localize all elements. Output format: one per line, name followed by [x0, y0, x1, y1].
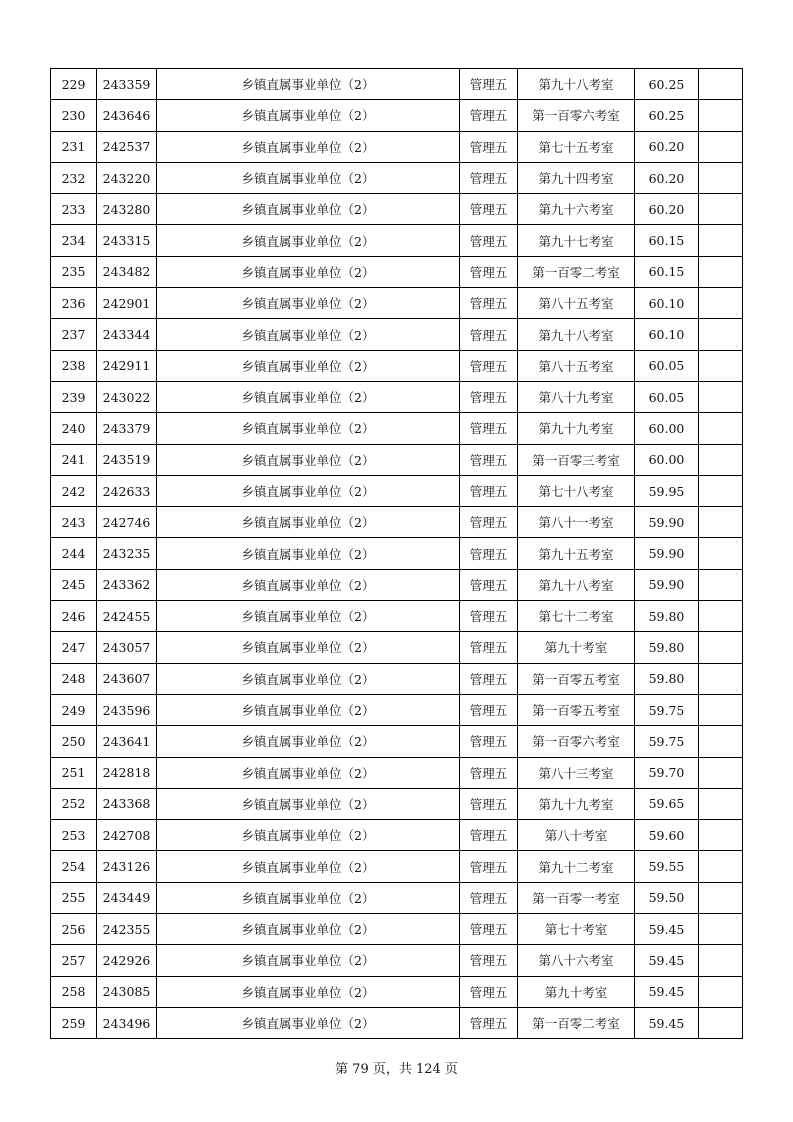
post-cell: 管理五	[460, 851, 518, 882]
note-cell	[699, 601, 743, 632]
note-cell	[699, 288, 743, 319]
exam-id-cell: 243379	[97, 413, 157, 444]
rank-cell: 250	[51, 726, 97, 757]
rank-cell: 239	[51, 381, 97, 412]
score-cell: 59.80	[635, 632, 699, 663]
score-cell: 59.70	[635, 757, 699, 788]
note-cell	[699, 225, 743, 256]
exam-room-cell: 第一百零五考室	[518, 663, 635, 694]
note-cell	[699, 350, 743, 381]
rank-cell: 246	[51, 601, 97, 632]
score-cell: 59.45	[635, 976, 699, 1007]
rank-cell: 233	[51, 194, 97, 225]
table-row	[51, 538, 743, 569]
rank-cell: 229	[51, 69, 97, 100]
post-cell: 管理五	[460, 694, 518, 725]
exam-room-cell: 第九十二考室	[518, 851, 635, 882]
post-cell: 管理五	[460, 288, 518, 319]
table-row	[51, 381, 743, 412]
post-cell: 管理五	[460, 256, 518, 287]
exam-id-cell: 242901	[97, 288, 157, 319]
post-cell: 管理五	[460, 601, 518, 632]
rank-cell: 243	[51, 507, 97, 538]
note-cell	[699, 694, 743, 725]
score-cell: 59.90	[635, 569, 699, 600]
score-cell: 60.00	[635, 444, 699, 475]
note-cell	[699, 100, 743, 131]
exam-id-cell: 242455	[97, 601, 157, 632]
note-cell	[699, 507, 743, 538]
post-cell: 管理五	[460, 413, 518, 444]
exam-id-cell: 243022	[97, 381, 157, 412]
table-row	[51, 976, 743, 1007]
unit-cell: 乡镇直属事业单位（2）	[157, 976, 460, 1007]
exam-id-cell: 242926	[97, 945, 157, 976]
exam-room-cell: 第一百零三考室	[518, 444, 635, 475]
exam-room-cell: 第九十七考室	[518, 225, 635, 256]
rank-cell: 254	[51, 851, 97, 882]
score-cell: 59.55	[635, 851, 699, 882]
table-row	[51, 225, 743, 256]
note-cell	[699, 726, 743, 757]
note-cell	[699, 632, 743, 663]
exam-id-cell: 242708	[97, 820, 157, 851]
note-cell	[699, 882, 743, 913]
page-number: 第 79 页，共 124 页	[335, 1062, 458, 1077]
post-cell: 管理五	[460, 225, 518, 256]
unit-cell: 乡镇直属事业单位（2）	[157, 569, 460, 600]
rank-cell: 236	[51, 288, 97, 319]
exam-room-cell: 第八十一考室	[518, 507, 635, 538]
rank-cell: 255	[51, 882, 97, 913]
exam-id-cell: 243057	[97, 632, 157, 663]
score-cell: 59.45	[635, 1007, 699, 1038]
note-cell	[699, 538, 743, 569]
table-row	[51, 757, 743, 788]
score-cell: 59.80	[635, 601, 699, 632]
exam-id-cell: 243359	[97, 69, 157, 100]
rank-cell: 241	[51, 444, 97, 475]
rank-cell: 256	[51, 914, 97, 945]
rank-cell: 257	[51, 945, 97, 976]
note-cell	[699, 569, 743, 600]
score-cell: 60.25	[635, 100, 699, 131]
post-cell: 管理五	[460, 882, 518, 913]
table-row	[51, 1007, 743, 1038]
unit-cell: 乡镇直属事业单位（2）	[157, 663, 460, 694]
unit-cell: 乡镇直属事业单位（2）	[157, 350, 460, 381]
exam-room-cell: 第七十二考室	[518, 601, 635, 632]
unit-cell: 乡镇直属事业单位（2）	[157, 507, 460, 538]
post-cell: 管理五	[460, 538, 518, 569]
unit-cell: 乡镇直属事业单位（2）	[157, 256, 460, 287]
score-cell: 60.20	[635, 194, 699, 225]
rank-cell: 237	[51, 319, 97, 350]
exam-id-cell: 243607	[97, 663, 157, 694]
exam-id-cell: 243519	[97, 444, 157, 475]
post-cell: 管理五	[460, 1007, 518, 1038]
table-row	[51, 319, 743, 350]
post-cell: 管理五	[460, 162, 518, 193]
exam-room-cell: 第九十考室	[518, 976, 635, 1007]
exam-room-cell: 第七十八考室	[518, 475, 635, 506]
exam-id-cell: 242746	[97, 507, 157, 538]
post-cell: 管理五	[460, 914, 518, 945]
rank-cell: 258	[51, 976, 97, 1007]
exam-id-cell: 243220	[97, 162, 157, 193]
post-cell: 管理五	[460, 507, 518, 538]
rank-cell: 249	[51, 694, 97, 725]
post-cell: 管理五	[460, 194, 518, 225]
score-cell: 59.50	[635, 882, 699, 913]
exam-id-cell: 243362	[97, 569, 157, 600]
table-row	[51, 851, 743, 882]
exam-room-cell: 第九十八考室	[518, 319, 635, 350]
table-row	[51, 601, 743, 632]
exam-id-cell: 243280	[97, 194, 157, 225]
exam-room-cell: 第八十考室	[518, 820, 635, 851]
score-cell: 59.80	[635, 663, 699, 694]
exam-room-cell: 第九十五考室	[518, 538, 635, 569]
unit-cell: 乡镇直属事业单位（2）	[157, 538, 460, 569]
exam-room-cell: 第一百零二考室	[518, 1007, 635, 1038]
unit-cell: 乡镇直属事业单位（2）	[157, 131, 460, 162]
exam-id-cell: 243596	[97, 694, 157, 725]
table-row	[51, 288, 743, 319]
score-cell: 60.10	[635, 319, 699, 350]
score-cell: 60.25	[635, 69, 699, 100]
table-row	[51, 914, 743, 945]
post-cell: 管理五	[460, 757, 518, 788]
exam-room-cell: 第七十五考室	[518, 131, 635, 162]
unit-cell: 乡镇直属事业单位（2）	[157, 694, 460, 725]
post-cell: 管理五	[460, 69, 518, 100]
rank-cell: 251	[51, 757, 97, 788]
post-cell: 管理五	[460, 381, 518, 412]
unit-cell: 乡镇直属事业单位（2）	[157, 820, 460, 851]
score-cell: 60.05	[635, 381, 699, 412]
rank-cell: 235	[51, 256, 97, 287]
exam-room-cell: 第九十九考室	[518, 413, 635, 444]
note-cell	[699, 194, 743, 225]
note-cell	[699, 444, 743, 475]
rank-cell: 244	[51, 538, 97, 569]
table-row	[51, 194, 743, 225]
exam-room-cell: 第八十九考室	[518, 381, 635, 412]
rank-cell: 234	[51, 225, 97, 256]
unit-cell: 乡镇直属事业单位（2）	[157, 413, 460, 444]
note-cell	[699, 976, 743, 1007]
table-row	[51, 100, 743, 131]
exam-id-cell: 242818	[97, 757, 157, 788]
rank-cell: 253	[51, 820, 97, 851]
rank-cell: 242	[51, 475, 97, 506]
exam-id-cell: 242911	[97, 350, 157, 381]
unit-cell: 乡镇直属事业单位（2）	[157, 632, 460, 663]
score-cell: 59.65	[635, 788, 699, 819]
unit-cell: 乡镇直属事业单位（2）	[157, 319, 460, 350]
post-cell: 管理五	[460, 475, 518, 506]
unit-cell: 乡镇直属事业单位（2）	[157, 882, 460, 913]
rank-cell: 247	[51, 632, 97, 663]
exam-room-cell: 第一百零六考室	[518, 726, 635, 757]
note-cell	[699, 69, 743, 100]
exam-room-cell: 第九十八考室	[518, 69, 635, 100]
exam-room-cell: 第九十四考室	[518, 162, 635, 193]
rank-cell: 231	[51, 131, 97, 162]
table-row	[51, 162, 743, 193]
exam-id-cell: 243482	[97, 256, 157, 287]
exam-id-cell: 242355	[97, 914, 157, 945]
exam-id-cell: 243449	[97, 882, 157, 913]
post-cell: 管理五	[460, 976, 518, 1007]
exam-room-cell: 第九十考室	[518, 632, 635, 663]
unit-cell: 乡镇直属事业单位（2）	[157, 100, 460, 131]
note-cell	[699, 914, 743, 945]
rank-cell: 238	[51, 350, 97, 381]
post-cell: 管理五	[460, 131, 518, 162]
post-cell: 管理五	[460, 788, 518, 819]
rank-cell: 232	[51, 162, 97, 193]
note-cell	[699, 1007, 743, 1038]
score-cell: 59.45	[635, 914, 699, 945]
unit-cell: 乡镇直属事业单位（2）	[157, 288, 460, 319]
unit-cell: 乡镇直属事业单位（2）	[157, 726, 460, 757]
table-row	[51, 569, 743, 600]
post-cell: 管理五	[460, 100, 518, 131]
unit-cell: 乡镇直属事业单位（2）	[157, 914, 460, 945]
table-row	[51, 350, 743, 381]
table-row	[51, 131, 743, 162]
exam-id-cell: 243126	[97, 851, 157, 882]
note-cell	[699, 820, 743, 851]
rank-cell: 252	[51, 788, 97, 819]
exam-id-cell: 243641	[97, 726, 157, 757]
post-cell: 管理五	[460, 820, 518, 851]
table-row	[51, 475, 743, 506]
exam-id-cell: 243496	[97, 1007, 157, 1038]
table-row	[51, 256, 743, 287]
score-cell: 60.05	[635, 350, 699, 381]
exam-id-cell: 243085	[97, 976, 157, 1007]
unit-cell: 乡镇直属事业单位（2）	[157, 945, 460, 976]
score-cell: 59.75	[635, 726, 699, 757]
note-cell	[699, 319, 743, 350]
note-cell	[699, 663, 743, 694]
exam-id-cell: 242537	[97, 131, 157, 162]
rank-cell: 248	[51, 663, 97, 694]
score-cell: 59.45	[635, 945, 699, 976]
unit-cell: 乡镇直属事业单位（2）	[157, 162, 460, 193]
note-cell	[699, 162, 743, 193]
exam-room-cell: 第九十八考室	[518, 569, 635, 600]
unit-cell: 乡镇直属事业单位（2）	[157, 757, 460, 788]
unit-cell: 乡镇直属事业单位（2）	[157, 601, 460, 632]
table-row	[51, 945, 743, 976]
exam-room-cell: 第八十三考室	[518, 757, 635, 788]
unit-cell: 乡镇直属事业单位（2）	[157, 788, 460, 819]
table-row	[51, 444, 743, 475]
exam-room-cell: 第八十五考室	[518, 288, 635, 319]
score-cell: 60.20	[635, 162, 699, 193]
score-cell: 60.15	[635, 256, 699, 287]
post-cell: 管理五	[460, 350, 518, 381]
rank-cell: 245	[51, 569, 97, 600]
exam-room-cell: 第八十六考室	[518, 945, 635, 976]
note-cell	[699, 851, 743, 882]
post-cell: 管理五	[460, 632, 518, 663]
score-cell: 59.75	[635, 694, 699, 725]
exam-room-cell: 第一百零一考室	[518, 882, 635, 913]
exam-room-cell: 第一百零六考室	[518, 100, 635, 131]
note-cell	[699, 413, 743, 444]
exam-room-cell: 第九十六考室	[518, 194, 635, 225]
post-cell: 管理五	[460, 319, 518, 350]
table-row	[51, 413, 743, 444]
table-row	[51, 663, 743, 694]
table-row	[51, 882, 743, 913]
post-cell: 管理五	[460, 569, 518, 600]
rank-cell: 240	[51, 413, 97, 444]
exam-id-cell: 242633	[97, 475, 157, 506]
note-cell	[699, 945, 743, 976]
post-cell: 管理五	[460, 444, 518, 475]
unit-cell: 乡镇直属事业单位（2）	[157, 444, 460, 475]
results-table	[50, 68, 743, 1039]
post-cell: 管理五	[460, 726, 518, 757]
exam-id-cell: 243344	[97, 319, 157, 350]
unit-cell: 乡镇直属事业单位（2）	[157, 69, 460, 100]
note-cell	[699, 788, 743, 819]
rank-cell: 230	[51, 100, 97, 131]
exam-id-cell: 243315	[97, 225, 157, 256]
note-cell	[699, 475, 743, 506]
score-cell: 60.20	[635, 131, 699, 162]
exam-id-cell: 243235	[97, 538, 157, 569]
score-cell: 60.15	[635, 225, 699, 256]
table-row	[51, 507, 743, 538]
note-cell	[699, 256, 743, 287]
score-cell: 59.90	[635, 507, 699, 538]
exam-room-cell: 第一百零五考室	[518, 694, 635, 725]
note-cell	[699, 131, 743, 162]
table-row	[51, 820, 743, 851]
exam-room-cell: 第一百零二考室	[518, 256, 635, 287]
unit-cell: 乡镇直属事业单位（2）	[157, 851, 460, 882]
table-row	[51, 726, 743, 757]
exam-room-cell: 第八十五考室	[518, 350, 635, 381]
score-cell: 59.95	[635, 475, 699, 506]
note-cell	[699, 757, 743, 788]
unit-cell: 乡镇直属事业单位（2）	[157, 1007, 460, 1038]
unit-cell: 乡镇直属事业单位（2）	[157, 475, 460, 506]
note-cell	[699, 381, 743, 412]
post-cell: 管理五	[460, 945, 518, 976]
exam-id-cell: 243646	[97, 100, 157, 131]
table-row	[51, 69, 743, 100]
score-cell: 60.10	[635, 288, 699, 319]
exam-id-cell: 243368	[97, 788, 157, 819]
rank-cell: 259	[51, 1007, 97, 1038]
unit-cell: 乡镇直属事业单位（2）	[157, 225, 460, 256]
table-row	[51, 788, 743, 819]
table-row	[51, 632, 743, 663]
exam-room-cell: 第七十考室	[518, 914, 635, 945]
score-cell: 60.00	[635, 413, 699, 444]
post-cell: 管理五	[460, 663, 518, 694]
table-row	[51, 694, 743, 725]
table-body	[51, 69, 743, 1039]
score-cell: 59.90	[635, 538, 699, 569]
unit-cell: 乡镇直属事业单位（2）	[157, 194, 460, 225]
score-cell: 59.60	[635, 820, 699, 851]
unit-cell: 乡镇直属事业单位（2）	[157, 381, 460, 412]
exam-room-cell: 第九十九考室	[518, 788, 635, 819]
